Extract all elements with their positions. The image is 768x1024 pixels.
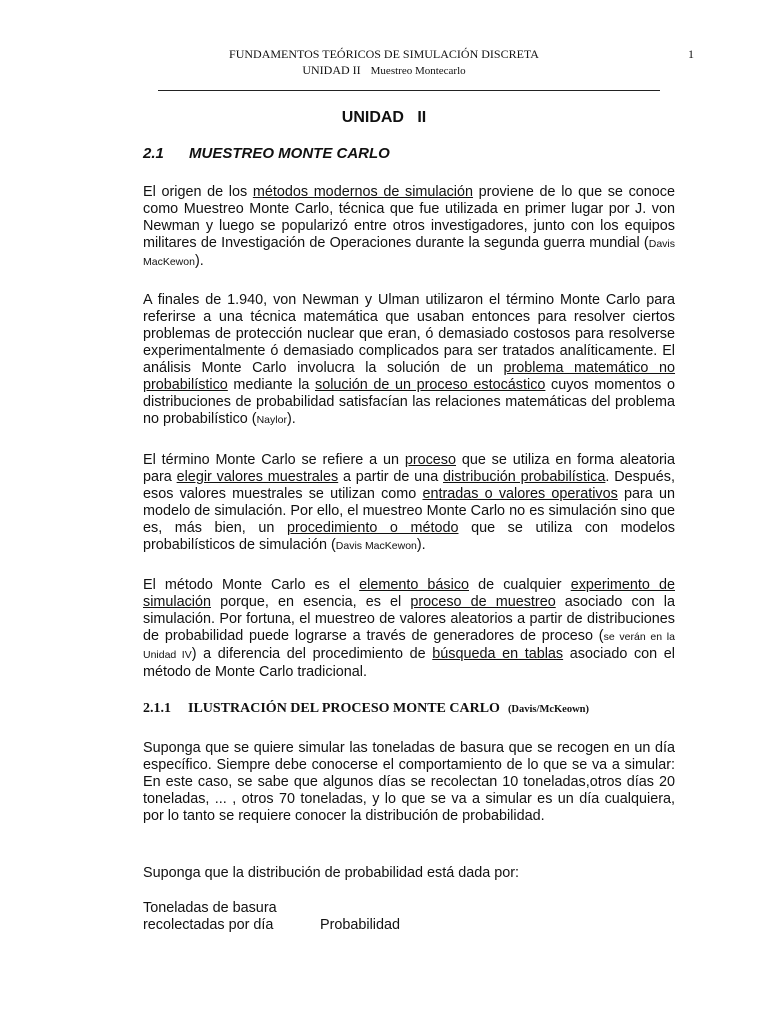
underlined-term: elegir valores muestrales <box>176 469 339 485</box>
underlined-term: solución de un proceso estocástico <box>315 377 546 393</box>
underlined-term: métodos modernos de simulación <box>252 184 474 200</box>
underlined-term: búsqueda en tablas <box>432 646 564 662</box>
citation: Naylor <box>256 414 287 426</box>
paragraph-method <box>143 577 675 681</box>
text: . Después, esos valores muestrales se utilizan como <box>143 469 675 502</box>
section-title: MUESTREO MONTE CARLO <box>189 145 390 162</box>
table-header-col1-line2: recolectadas por día <box>143 917 274 933</box>
text: para un modelo de simulación. Por ello, el muestreo Monte Carlo no es simulación sino que es, más bien, un <box>143 486 676 536</box>
text: porque, en esencia, es el <box>210 594 411 610</box>
text: El método Monte Carlo es el <box>143 577 360 593</box>
underlined-term: procedimiento o método <box>286 520 459 536</box>
citation: Davis MacKewon <box>335 540 417 552</box>
paragraph-definition <box>143 452 675 555</box>
text: a partir de una <box>338 469 443 485</box>
subsection-heading <box>143 700 589 719</box>
text: El origen de los <box>143 184 253 200</box>
header-unit: UNIDAD II <box>302 63 361 77</box>
note: se verán en la Unidad IV <box>143 631 675 661</box>
underlined-term: distribución probabilística <box>443 469 606 485</box>
underlined-term: proceso de muestreo <box>410 594 556 610</box>
subsection-title: ILUSTRACIÓN DEL PROCESO MONTE CARLO <box>188 701 500 716</box>
table-header-col2: Probabilidad <box>320 917 401 933</box>
text: que se utiliza en forma aleatoria para <box>143 452 675 485</box>
section-heading <box>143 145 390 163</box>
subsection-reference: (Davis/McKeown) <box>507 704 590 715</box>
running-header-unit <box>0 62 768 79</box>
text: de cualquier <box>469 577 571 593</box>
text: cuyos momentos o distribuciones de probabilidad satisfacían las relaciones matemáticas del problema no probabilístico ( <box>143 377 675 427</box>
unit-title: UNIDAD II <box>341 109 427 126</box>
running-header-title: FUNDAMENTOS TEÓRICOS DE SIMULACIÓN DISCRETA <box>229 47 539 61</box>
underlined-term: problema matemático no probabilístico <box>143 360 676 393</box>
text: ). <box>286 411 296 427</box>
text: ). <box>416 537 426 553</box>
paragraph-history <box>143 292 675 429</box>
table-header-col1-line1: Toneladas de basura <box>143 900 277 916</box>
underlined-term: entradas o valores operativos <box>422 486 618 502</box>
header-subject: Muestreo Montecarlo <box>370 65 466 77</box>
text: ) a diferencia del procedimiento de <box>191 646 433 662</box>
section-number: 2.1 <box>143 145 164 162</box>
text: mediante la <box>227 377 315 393</box>
underlined-term: elemento básico <box>359 577 470 593</box>
text: asociado con la simulación. Por fortuna, el muestreo de valores aleatorios a partir de distribuciones de probabilidad puede lograrse a través de generadores de proceso ( <box>143 594 675 644</box>
paragraph-origin <box>143 184 675 271</box>
underlined-term: experimento de simulación <box>143 577 675 610</box>
page-number: 1 <box>688 47 694 61</box>
table-header <box>143 900 675 934</box>
text: ). <box>194 253 204 269</box>
subsection-number: 2.1.1 <box>143 701 171 716</box>
paragraph-distribution-intro: Suponga que la distribución de probabilidad está dada por: <box>143 865 520 881</box>
underlined-term: proceso <box>404 452 457 468</box>
text: A finales de 1.940, von Newman y Ulman utilizaron el término Monte Carlo para referirse a una técnica matemática que usaban entonces para resolver ciertos problemas de protección nuclear que eran, ó demasiado costosos para resolverse experimentalmente ó demasiado complicados para ser tratados analíticamente. El análisis Monte Carlo involucra la solución de un <box>143 292 675 376</box>
text: El término Monte Carlo se refiere a un <box>143 452 405 468</box>
text: que se utiliza con modelos probabilísticos de simulación ( <box>143 520 676 553</box>
text: asociado con el método de Monte Carlo tradicional. <box>143 646 675 680</box>
header-rule <box>158 90 660 91</box>
text: proviene de lo que se conoce como Muestreo Monte Carlo, técnica que fue utilizada en primer lugar por J. von Newman y luego se popularizó entre otros investigadores, junto con los equipos militares de Investigación de Operaciones durante la segunda guerra mundial ( <box>143 184 676 251</box>
paragraph-example: Suponga que se quiere simular las toneladas de basura que se recogen en un día específico. Siempre debe conocerse el comportamiento de lo que se va a simular: En este caso, se sabe que algunos días se recolectan 10 toneladas,otros días 20 toneladas, ... , otros 70 toneladas, y lo que se va a simular es un día cualquiera, por lo tanto se requiere conocer la distribución de probabilidad. <box>143 740 675 824</box>
citation: Davis MacKewon <box>143 238 675 268</box>
